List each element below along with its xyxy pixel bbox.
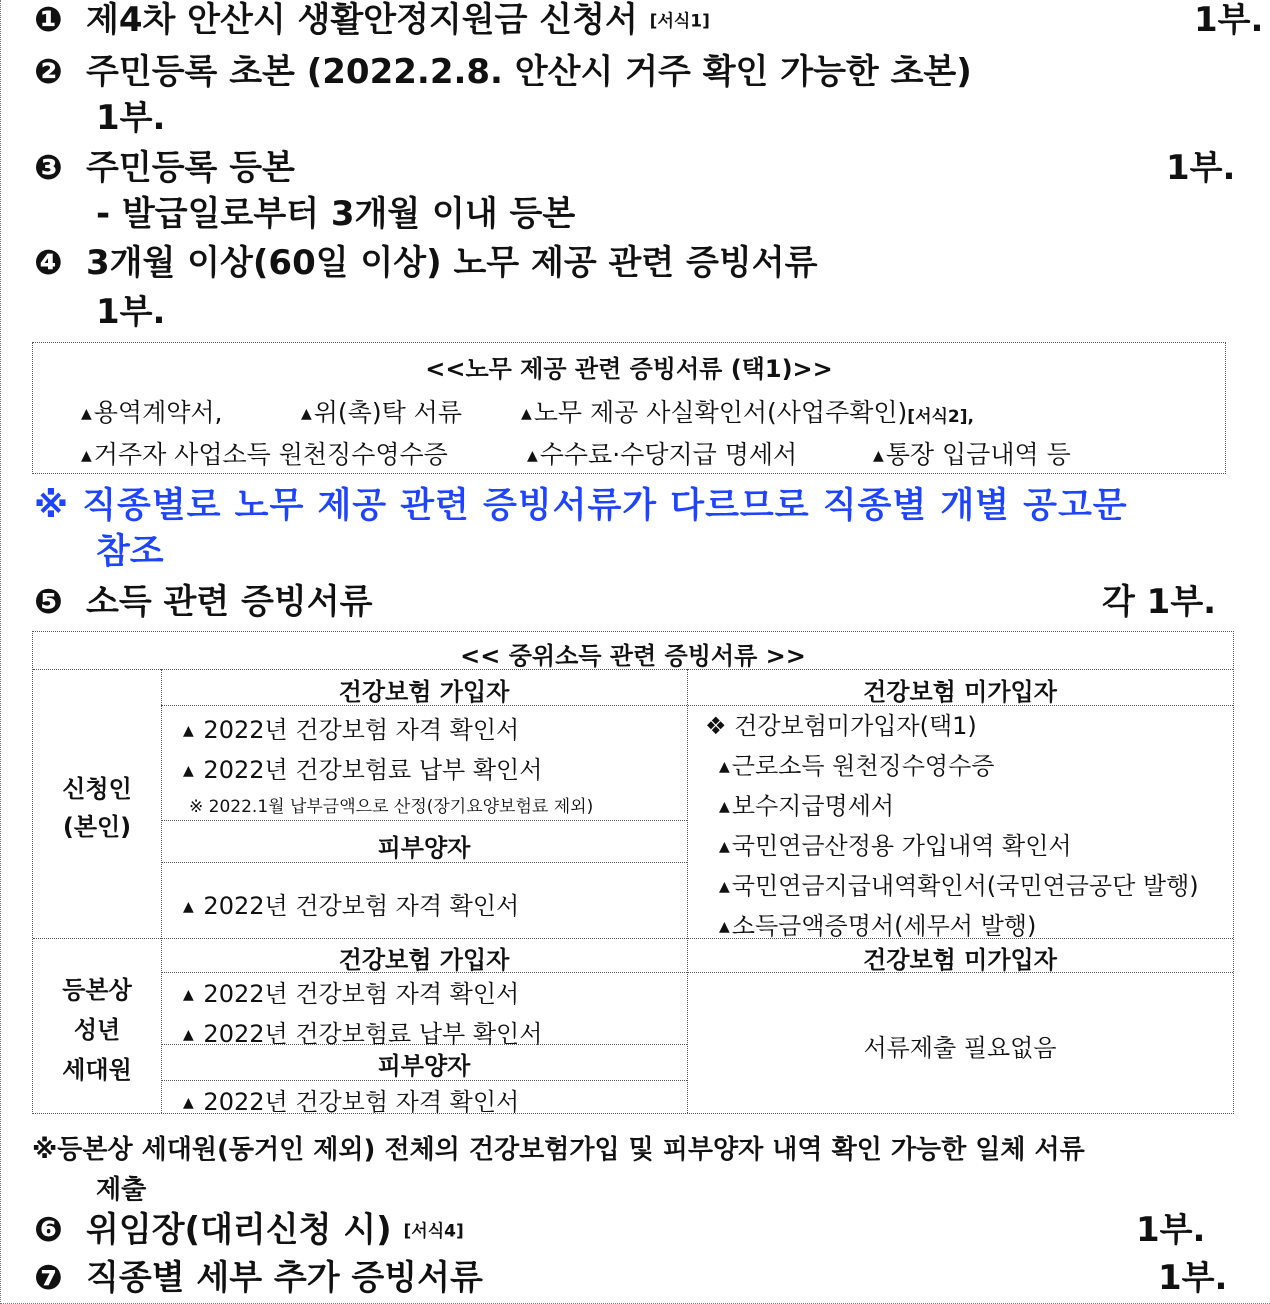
labor-box-title: <<노무 제공 관련 증빙서류 (택1)>> bbox=[425, 355, 833, 383]
labor-row-1 bbox=[81, 393, 974, 429]
item-2 bbox=[34, 52, 972, 92]
triangle-bullet-icon: ▲ bbox=[719, 839, 730, 855]
uninsured-doc: ▲국민연금지급내역확인서(국민연금공단 발행) bbox=[719, 872, 1199, 900]
labor-docs-box bbox=[32, 342, 1226, 474]
uninsured-doc: ▲근로소득 원천징수영수증 bbox=[719, 752, 995, 780]
item-1 bbox=[34, 0, 710, 42]
triangle-bullet-icon: ▲ bbox=[719, 759, 730, 775]
item-text: 주민등록 등본 bbox=[86, 148, 295, 188]
doc-qualification: ▲ 2022년 건강보험 자격 확인서 bbox=[183, 980, 520, 1008]
dependent-header: 피부양자 bbox=[377, 1052, 471, 1080]
item-3-quantity: 1부. bbox=[1166, 148, 1236, 188]
form-reference: [서식2], bbox=[907, 406, 974, 427]
uninsured-doc: ▲소득금액증명서(세무서 발행) bbox=[719, 912, 1037, 940]
form-reference: [서식1] bbox=[649, 11, 710, 32]
item-3-sub: - 발급일로부터 3개월 이내 등본 bbox=[96, 194, 576, 234]
doc-qualification: ▲ 2022년 건강보험 자격 확인서 bbox=[183, 716, 520, 744]
item-text: 3개월 이상(60일 이상) 노무 제공 관련 증빙서류 bbox=[86, 243, 818, 283]
doc-qualification: ▲ 2022년 건강보험 자격 확인서 bbox=[183, 1088, 520, 1116]
labor-doc: ▲거주자 사업소득 원천징수영수증 bbox=[81, 440, 448, 469]
uninsured-doc: ▲보수지급명세서 bbox=[719, 792, 895, 820]
number-badge: ❶ bbox=[34, 0, 63, 40]
applicant-label: 신청인 (본인) bbox=[62, 775, 132, 841]
triangle-bullet-icon: ▲ bbox=[719, 879, 730, 895]
triangle-bullet-icon: ▲ bbox=[719, 799, 730, 815]
item-text: 주민등록 초본 (2022.2.8. 안산시 거주 확인 가능한 초본) bbox=[86, 52, 972, 92]
labor-doc: ▲통장 입금내역 등 bbox=[873, 440, 1071, 469]
item-3 bbox=[34, 148, 295, 188]
triangle-bullet-icon: ▲ bbox=[81, 448, 92, 464]
item-4 bbox=[34, 243, 817, 283]
number-badge: ❸ bbox=[34, 148, 63, 188]
triangle-bullet-icon: ▲ bbox=[873, 448, 884, 464]
dependent-header: 피부양자 bbox=[377, 834, 471, 862]
blue-notice-line-1: ※ 직종별로 노무 제공 관련 증빙서류가 다르므로 직종별 개별 공고문 bbox=[34, 486, 1128, 526]
table-title: << 중위소득 관련 증빙서류 >> bbox=[460, 642, 806, 670]
member-label: 등본상 성년 세대원 bbox=[62, 976, 132, 1084]
item-7 bbox=[34, 1258, 483, 1298]
item-text: 직종별 세부 추가 증빙서류 bbox=[86, 1258, 483, 1298]
item-7-quantity: 1부. bbox=[1158, 1258, 1228, 1298]
uninsured-doc: ▲국민연금산정용 가입내역 확인서 bbox=[719, 832, 1072, 860]
uninsured-intro: ❖ 건강보험미가입자(택1) bbox=[705, 712, 977, 740]
number-badge: ❷ bbox=[34, 52, 63, 92]
triangle-bullet-icon: ▲ bbox=[183, 1027, 194, 1043]
labor-doc: ▲위(촉)탁 서류 bbox=[301, 398, 462, 427]
number-badge: ❹ bbox=[34, 243, 63, 283]
income-docs-table bbox=[32, 631, 1234, 1114]
triangle-bullet-icon: ▲ bbox=[719, 919, 730, 935]
doc-payment: ▲ 2022년 건강보험료 납부 확인서 bbox=[183, 1020, 543, 1048]
triangle-bullet-icon: ▲ bbox=[183, 987, 194, 1003]
item-6-quantity: 1부. bbox=[1136, 1210, 1206, 1250]
number-badge: ❺ bbox=[34, 582, 63, 622]
triangle-bullet-icon: ▲ bbox=[183, 1095, 194, 1111]
number-badge: ❻ bbox=[34, 1210, 63, 1250]
item-6 bbox=[34, 1210, 464, 1252]
triangle-bullet-icon: ▲ bbox=[521, 406, 532, 422]
triangle-bullet-icon: ▲ bbox=[183, 899, 194, 915]
no-docs-needed: 서류제출 필요없음 bbox=[863, 1034, 1057, 1062]
item-text: 제4차 안산시 생활안정지원금 신청서 bbox=[86, 0, 638, 40]
uninsured-header: 건강보험 미가입자 bbox=[863, 678, 1057, 706]
doc-qualification: ▲ 2022년 건강보험 자격 확인서 bbox=[183, 892, 520, 920]
footnote-line-1: ※등본상 세대원(동거인 제외) 전체의 건강보험가입 및 피부양자 내역 확인 가능한 일체 서류 bbox=[32, 1135, 1085, 1165]
labor-row-2 bbox=[81, 435, 1071, 471]
uninsured-header: 건강보험 미가입자 bbox=[863, 946, 1057, 974]
footnote-line-2: 제출 bbox=[96, 1175, 147, 1205]
doc-payment: ▲ 2022년 건강보험료 납부 확인서 bbox=[183, 756, 543, 784]
triangle-bullet-icon: ▲ bbox=[301, 406, 312, 422]
item-text: 위임장(대리신청 시) bbox=[86, 1210, 392, 1250]
triangle-bullet-icon: ▲ bbox=[81, 406, 92, 422]
item-2-quantity: 1부. bbox=[96, 98, 166, 138]
form-reference: [서식4] bbox=[403, 1221, 464, 1242]
insured-header: 건강보험 가입자 bbox=[338, 678, 510, 706]
blue-notice-line-2: 참조 bbox=[96, 532, 164, 572]
insured-header: 건강보험 가입자 bbox=[338, 946, 510, 974]
item-1-quantity: 1부. bbox=[1194, 0, 1264, 40]
labor-doc: ▲수수료·수당지급 명세서 bbox=[527, 440, 798, 469]
item-4-quantity: 1부. bbox=[96, 292, 166, 332]
item-text: 소득 관련 증빙서류 bbox=[86, 582, 373, 622]
labor-doc: ▲용역계약서, bbox=[81, 398, 223, 427]
item-5 bbox=[34, 582, 372, 622]
labor-doc: ▲노무 제공 사실확인서(사업주확인)[서식2], bbox=[521, 398, 974, 427]
item-5-quantity: 각 1부. bbox=[1102, 582, 1217, 622]
triangle-bullet-icon: ▲ bbox=[183, 723, 194, 739]
triangle-bullet-icon: ▲ bbox=[527, 448, 538, 464]
triangle-bullet-icon: ▲ bbox=[183, 763, 194, 779]
payment-note: ※ 2022.1월 납부금액으로 산정(장기요양보험료 제외) bbox=[189, 797, 594, 817]
number-badge: ❼ bbox=[34, 1258, 63, 1298]
